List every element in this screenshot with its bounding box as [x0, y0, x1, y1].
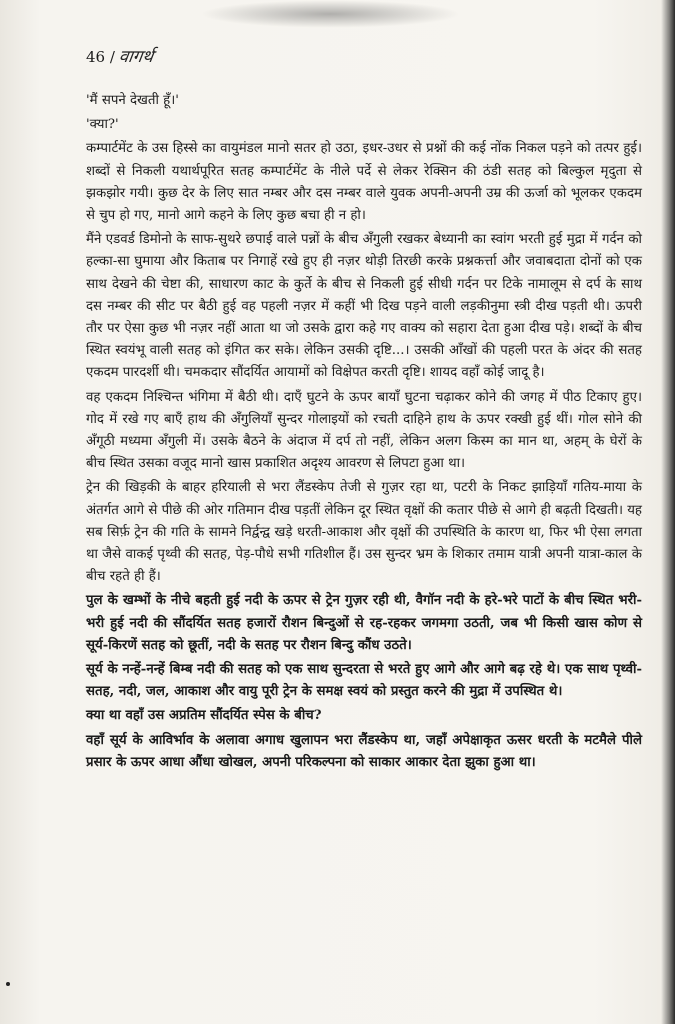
paragraph: 'क्या?'	[86, 117, 119, 133]
body-text	[86, 90, 642, 776]
paragraph: सूर्य के नन्हें-नन्हें बिम्ब नदी की सतह को एक साथ सुन्दरता से भरते हुए आगे और आगे बढ़ रहे थे। एक साथ पृथ्वी-सतह, नदी, जल, आकाश और वायु पूरी ट्रेन के समक्ष स्वयं को प्रस्तुत करने की मुद्रा में उपस्थित थे।	[86, 662, 642, 700]
paragraph: पुल के खम्भों के नीचे बहती हुई नदी के ऊपर से ट्रेन गुज़र रही थी, वैगॉन नदी के हरे-भरे पाटों के बीच स्थित भरी-भरी हुई नदी की सौंदर्यित सतह हजारों रौशन बिन्दुओं से रह-रहकर जगमगा उठती, जब भी किसी खास कोण से सूर्य-किरणें सतह को छूतीं, नदी के सतह पर रौशन बिन्दु कौंध उठते।	[86, 593, 642, 653]
paragraph: 'मैं सपने देखती हूँ।'	[86, 93, 179, 108]
page-number: 46 /	[86, 48, 115, 66]
paragraph: वह एकदम निश्चिन्त भंगिमा में बैठी थी। दाएँ घुटने के ऊपर बायाँ घुटना चढ़ाकर कोने की जगह में पीठ टिकाए हुए। गोद में रखे गए बाएँ हाथ की अँगुलियाँ सुन्दर गोलाइयों को रचती दाहिने हाथ के ऊपर रक्खी हुई थीं। गोल सोने की अँगूठी मध्यमा अँगुली में। उसके बैठने के अंदाज में दर्प तो नहीं, लेकिन अलग किस्म का मान था, अहम् के घेरों के बीच स्थित उसका वजूद मानो खास प्रकाशित अदृश्य आवरण से लिपटा हुआ था।	[86, 389, 642, 472]
paragraph: वहाँ सूर्य के आविर्भाव के अलावा अगाध खुलापन भरा लैंडस्केप था, जहाँ अपेक्षाकृत ऊसर धरती के मटमैले पीले प्रसार के ऊपर आधा औंधा खोखल, अपनी परिकल्पना को साकार आकार देता झुका हुआ था।	[86, 732, 642, 770]
book-spine-shadow	[661, 0, 675, 1024]
paragraph: क्या था वहाँ उस अप्रतिम सौंदर्यित स्पेस के बीच?	[86, 708, 322, 724]
paragraph: ट्रेन की खिड़की के बाहर हरियाली से भरा लैंडस्केप तेजी से गुज़र रहा था, पटरी के निकट झाड़ियाँ गतिय-माया के अंतर्गत आगे से पीछे की ओर गतिमान दीख पड़तीं लेकिन दूर स्थित वृक्षों की कतार पीछे से आगे ही बढ़ती दिखती। यह सब सिर्फ़ ट्रेन की गति के सामने निर्द्वन्द्व खड़े धरती-आकाश और वृक्षों की उपस्थिति के कारण था, फिर भी ऐसा लगता था जैसे वाकई पृथ्वी की सतह, पेड़-पौधे सभी गतिशील हैं। उस सुन्दर भ्रम के शिकार तमाम यात्री अपनी यात्रा-काल के बीच रहते ही हैं।	[86, 480, 642, 585]
page-header	[86, 44, 153, 68]
paragraph: कम्पार्टमेंट के उस हिस्से का वायुमंडल मानो सतर हो उठा, इधर-उधर से प्रश्नों की कई नोंक निकल पड़ने को तत्पर हुई। शब्दों से निकली यथार्थपूरित सतह कम्पार्टमेंट के नीले पर्दे से लेकर रेक्सिन की ठंडी सतह को बिल्कुल मृदुता से झकझोर गयी। कुछ देर के लिए सात नम्बर और दस नम्बर वाले युवक अपनी-अपनी उम्र की ऊर्जा को भूलकर एकदम से चुप हो गए, मानो आगे कहने के लिए कुछ बचा ही न हो।	[86, 141, 642, 224]
paragraph: मैंने एडवर्ड डिमोनो के साफ-सुथरे छपाई वाले पन्नों के बीच अँगुली रखकर बेध्यानी का स्वांग भरती हुई मुद्रा में गर्दन को हल्का-सा घुमाया और किताब पर निगाहें रखे हुए ही नज़र थोड़ी तिरछी करके प्रश्नकर्त्ता और जवाबदाता दोनों को एक साथ देखने की चेष्टा की, साधारण काट के कुर्ते के बीच से निकली हुई सीधी गर्दन पर टिके नामालूम से दर्प के साथ दस नम्बर की सीट पर बैठी हुई वह पहली नज़र में कहीं भी दिख पड़ने वाली लड़कीनुमा स्त्री दीख पड़ती थी। ऊपरी तौर पर ऐसा कुछ भी नज़र नहीं आता था जो उसके द्वारा कहे गए वाक्य को सहारा देता हुआ दीख पड़े। शब्दों के बीच स्थित स्वयंभू वाली सतह को इंगित कर सके। लेकिन उसकी दृष्टि...। उसकी आँखों की पहली परत के अंदर की सतह एकदम पारदर्शी थी। चमकदार सौंदर्यित आयामों को विक्षेपत करती दृष्टि। शायद वहाँ कोई जादू है।	[86, 232, 642, 381]
scan-shadow	[200, 0, 460, 28]
margin-mark	[6, 982, 10, 986]
handwritten-journal-name: वागर्थ	[117, 47, 155, 67]
